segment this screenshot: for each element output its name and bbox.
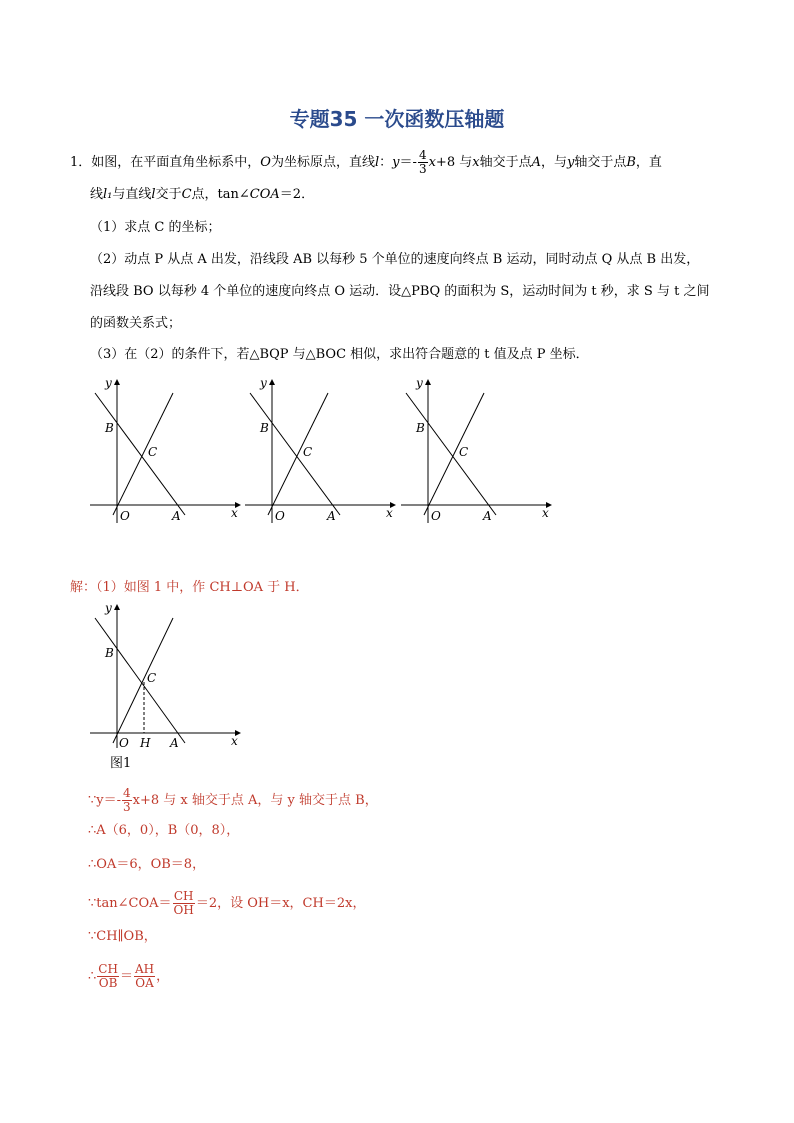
y-axis-arrow <box>425 379 431 385</box>
figure-coordinate-3 <box>396 375 556 525</box>
y-label: y <box>105 601 112 615</box>
figure-1-with-H <box>85 600 245 750</box>
x-label: x <box>231 506 238 520</box>
fraction: $\frac{CH}{OH}$ <box>173 889 194 917</box>
question-3: （3）在（2）的条件下，若△BQP 与△BOC 相似，求出符合题意的 t 值及点 P 坐标． <box>90 347 589 362</box>
point-C-label: C <box>148 445 158 459</box>
page-title: 专题35 一次函数压轴题 <box>289 107 505 131</box>
question-2-line-2: 沿线段 BO 以每秒 4 个单位的速度向终点 O 运动．设△PBQ 的面积为 S，运动时间为 t 秒，求 S 与 t 之间 <box>90 284 710 299</box>
solution-intro: 解：（1）如图 1 中，作 CH⊥OA 于 H． <box>70 580 309 595</box>
fraction: $\frac{AH}{OA}$ <box>134 962 155 990</box>
solution-step-4: ∵tan∠COA＝ $\frac{CH}{OH}$ ＝2，设 OH＝x，CH＝2x， <box>88 889 366 917</box>
question-1: （1）求点 C 的坐标； <box>90 220 221 235</box>
point-C-label: C <box>147 671 157 685</box>
fraction: $\frac{CH}{OB}$ <box>98 962 118 990</box>
point-B-label: B <box>105 646 114 660</box>
x-label: x <box>542 506 549 520</box>
y-label: y <box>105 376 112 390</box>
solution-step-6: ∴ $\frac{CH}{OB}$ ＝ $\frac{AH}{OA}$ ， <box>88 962 170 990</box>
solution-step-3: ∴OA＝6，OB＝8， <box>88 857 206 872</box>
problem-line-1: 1．如图，在平面直角坐标系中，O为坐标原点，直线l：y＝- $\frac{4}{3}$ x+8 与x轴交于点A，与y轴交于点B，直 <box>70 148 662 176</box>
line-l <box>406 393 496 515</box>
line-l <box>95 618 185 743</box>
point-B-label: B <box>105 421 114 435</box>
point-A-label: A <box>170 736 179 750</box>
question-2-line-1: （2）动点 P 从点 A 出发，沿线段 AB 以每秒 5 个单位的速度向终点 B 运动，同时动点 Q 从点 B 出发， <box>90 252 700 267</box>
solution-step-2: ∴A（6，0），B（0，8）， <box>88 823 240 838</box>
fraction: $\frac{4}{3}$ <box>123 786 131 814</box>
line-l1 <box>268 393 328 515</box>
problem-number: 1． <box>70 155 92 170</box>
point-O-label: O <box>119 736 129 750</box>
point-H-label: H <box>140 736 151 750</box>
point-C-label: C <box>303 445 313 459</box>
problem-line-2: 线l₁与直线l交于C点，tan∠COA＝2． <box>90 187 315 202</box>
point-A-label: A <box>327 509 336 523</box>
x-label: x <box>386 506 393 520</box>
figure-1-caption: 图1 <box>110 756 132 771</box>
line-l <box>95 393 185 515</box>
point-B-label: B <box>416 421 425 435</box>
point-O-label: O <box>275 509 285 523</box>
point-O-label: O <box>431 509 441 523</box>
point-A-label: A <box>172 509 181 523</box>
y-label: y <box>416 376 423 390</box>
line-l1 <box>113 618 173 743</box>
solution-step-1: ∵y＝- $\frac{4}{3}$ x+8 与 x 轴交于点 A，与 y 轴交于点 B， <box>88 786 378 814</box>
solution-step-5: ∵CH∥OB， <box>88 929 157 944</box>
point-O-label: O <box>120 509 130 523</box>
fraction: $\frac{4}{3}$ <box>418 148 427 176</box>
x-label: x <box>231 734 238 748</box>
figure-coordinate-1 <box>85 375 245 525</box>
point-C-label: C <box>459 445 469 459</box>
question-2-line-3: 的函数关系式； <box>90 316 182 331</box>
line-l <box>250 393 340 515</box>
y-axis-arrow <box>114 604 120 610</box>
line-l1 <box>424 393 484 515</box>
y-axis-arrow <box>114 379 120 385</box>
figure-coordinate-2 <box>240 375 400 525</box>
y-axis-arrow <box>269 379 275 385</box>
point-B-label: B <box>260 421 269 435</box>
y-label: y <box>260 376 267 390</box>
point-A-label: A <box>483 509 492 523</box>
line-l1 <box>113 393 173 515</box>
